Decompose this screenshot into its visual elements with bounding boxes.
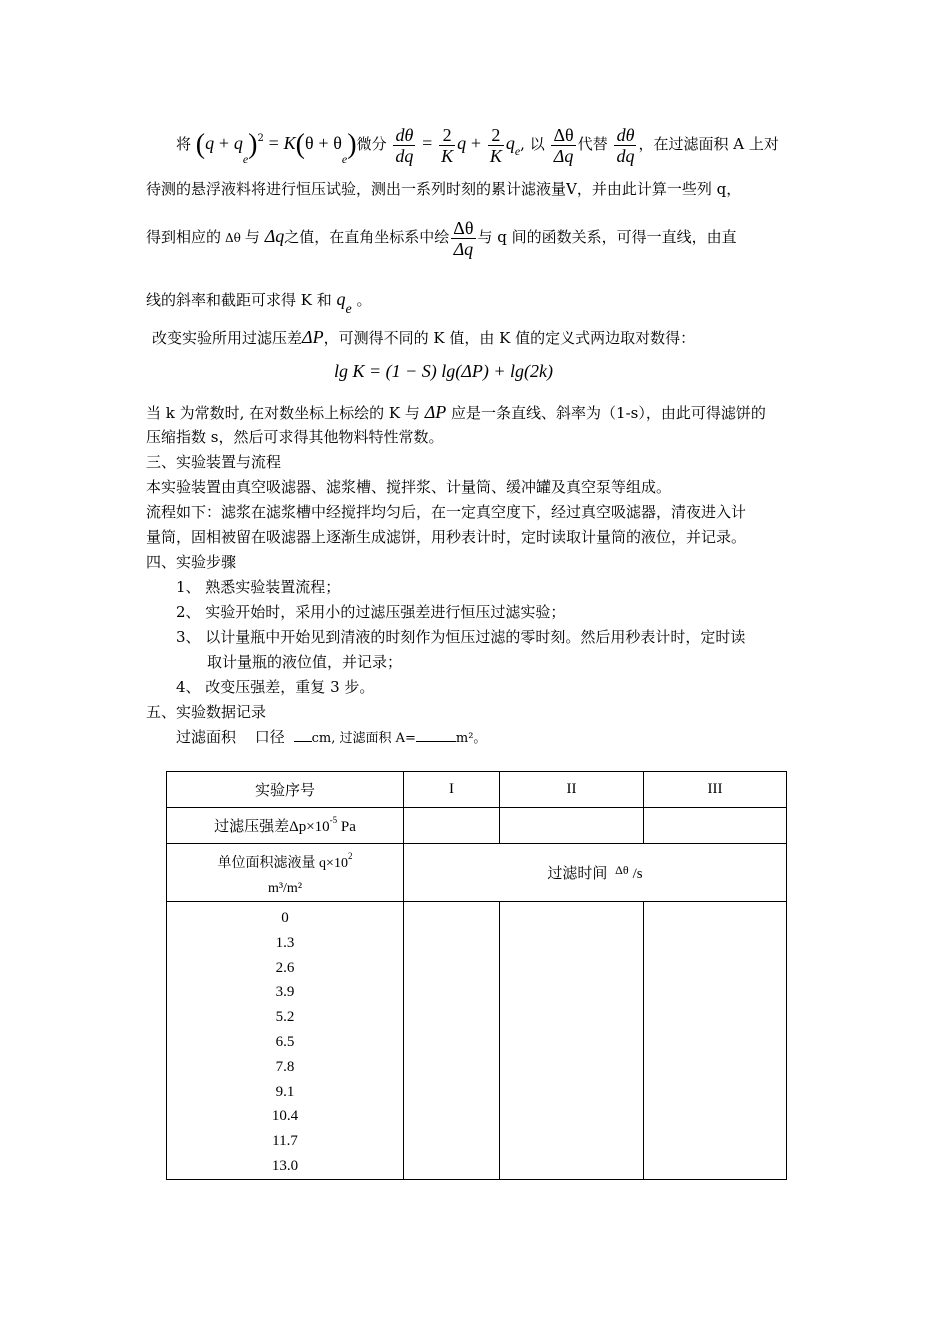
frac-dtheta-over-dq: $\frac{\Delta\theta}{\Delta q}$: [553, 124, 574, 166]
data-record-table: [166, 771, 787, 1180]
table-header-row: [167, 772, 787, 808]
formula-suffix: ，在过滤面积 A 上对: [638, 135, 779, 153]
header-run-3: III: [644, 772, 787, 808]
formula-theta: θ: [304, 133, 314, 153]
section4-heading: 四、实验步骤: [146, 553, 237, 571]
para3-line1: 当 k 为常数时, 在对数坐标上标绘的 K 与 ΔP 应是一条直线、斜率为（1-s），由此可得滤饼的: [146, 402, 766, 422]
q-value: 5.2: [275, 1009, 295, 1026]
area-blank[interactable]: [416, 727, 456, 742]
formula-plus: +: [218, 133, 230, 153]
q-value: 11.7: [272, 1133, 298, 1150]
data-rows: [167, 902, 787, 1180]
para1-line3: 线的斜率和截距可求得 K 和 qe 。: [146, 289, 372, 317]
para3-line2: 压缩指数 s，然后可求得其他物料特性常数。: [146, 428, 444, 446]
q-value: 1.3: [275, 934, 295, 951]
para1-line1: 待测的悬浮液料将进行恒压试验，测出一系列时刻的累计滤液量V，并由此计算一些列 q，: [146, 180, 742, 198]
q-value: 10.4: [271, 1108, 299, 1125]
q-value: 0: [281, 910, 289, 926]
formula-q: q: [205, 133, 215, 153]
pressure-cell-3[interactable]: [644, 808, 787, 844]
section3-heading: 三、实验装置与流程: [146, 453, 282, 471]
q-value: 9.1: [275, 1083, 295, 1100]
frac-dtheta-dq-2: $\frac{d\theta}{dq}$: [616, 124, 635, 166]
step-2: 2、 实验开始时，采用小的过滤压强差进行恒压过滤实验；: [176, 603, 566, 621]
formula-comma-yi: , 以: [520, 135, 545, 153]
time-header-cell: 过滤时间 $^{\Delta\theta}$ /s: [404, 844, 787, 902]
q-values-cell: [167, 902, 404, 1180]
header-run-2: II: [500, 772, 644, 808]
formula-equals: =: [268, 133, 279, 153]
step-3-cont: 取计量瓶的液位值，并记录；: [207, 653, 403, 671]
formula-diff-label: 微分: [356, 135, 387, 153]
frac-dtheta-dq-para: $\frac{\Delta\theta}{\Delta q}$: [453, 217, 474, 259]
step-3: 3、 以计量瓶中开始见到清液的时刻作为恒压过滤的零时刻。然后用秒表计时，定时读: [176, 628, 746, 646]
time-cell-2[interactable]: [500, 902, 644, 1180]
formula-daiti: 代替: [577, 135, 608, 153]
q-value: 6.5: [275, 1033, 295, 1050]
header-experiment-no: 实验序号: [167, 772, 404, 808]
formula-prefix: 将: [176, 135, 192, 153]
frac-2-over-K-2: $\frac{2}{K}$: [489, 124, 502, 166]
q-value: 7.8: [275, 1058, 295, 1075]
section5-heading: 五、实验数据记录: [146, 703, 267, 721]
time-cell-3[interactable]: [644, 902, 787, 1180]
time-cell-1[interactable]: [404, 902, 500, 1180]
q-value: 13.0: [271, 1157, 299, 1174]
q-label-cell: 单位面积滤液量 $q\times 10^2$ m³/m²: [167, 844, 404, 902]
open-paren: (: [195, 129, 206, 160]
formula-K: K: [283, 133, 296, 153]
diameter-blank[interactable]: [294, 727, 312, 742]
header-run-1: I: [404, 772, 500, 808]
step-1: 1、 熟悉实验装置流程；: [176, 578, 341, 596]
area-line: 过滤面积 口径 cm, 过滤面积 A= m²。: [176, 728, 487, 746]
para1-line2: 得到相应的 Δθ 与 Δq之值，在直角坐标系中绘 $\frac{\Delta\theta}{\Delta q}$ 与 q 间的函数关系，可得一直线，由直: [146, 217, 737, 259]
section3-body1: 本实验装置由真空吸滤器、滤浆槽、搅拌浆、计量筒、缓冲罐及真空泵等组成。: [146, 478, 672, 496]
section3-body2-line1: 流程如下：滤浆在滤浆槽中经搅拌均匀后，在一定真空度下，经过真空吸滤器，清夜进入计: [146, 503, 747, 521]
formula-theta-e: θ: [333, 133, 342, 153]
pressure-cell-2[interactable]: [500, 808, 644, 844]
q-value: 2.6: [275, 959, 295, 976]
formula-squared: 2: [257, 133, 264, 144]
q-header-row: [167, 844, 787, 902]
section3-body2-line2: 量筒，固相被留在吸滤器上逐渐生成滤饼，用秒表计时，定时读取计量筒的液位，并记录。: [146, 528, 747, 546]
pressure-row: [167, 808, 787, 844]
para2-line: 改变实验所用过滤压差ΔP，可测得不同的 K 值，由 K 值的定义式两边取对数得：: [152, 327, 696, 347]
step-4: 4、 改变压强差，重复 3 步。: [176, 678, 375, 696]
frac-2-over-K: $\frac{2}{K}$: [441, 124, 454, 166]
pressure-cell-1[interactable]: [404, 808, 500, 844]
pressure-label-cell: 过滤压强差$\Delta p\times 10^{-5}$ Pa: [167, 808, 404, 844]
log-equation: lg K = (1 − S) lg(ΔP) + lg(2k): [334, 361, 553, 381]
q-value: 3.9: [275, 984, 295, 1001]
frac-dtheta-dq: $\frac{d\theta}{dq}$: [395, 124, 414, 166]
formula-line: 将 $(q + q_e)^2 = K(\theta + \theta_e)$微分 $\frac{d\theta}{dq}$ = $\frac{2}{K}$ q + $\frac{2}{K}$ $q_e$, 以 $\frac{\Delta\theta}{\Delta q}$ 代替 $\frac{d\theta}{dq}$ ，在过滤面积 A 上对: [176, 124, 779, 166]
formula-qe: q: [233, 133, 243, 153]
formula-e-sub: e: [242, 152, 249, 166]
